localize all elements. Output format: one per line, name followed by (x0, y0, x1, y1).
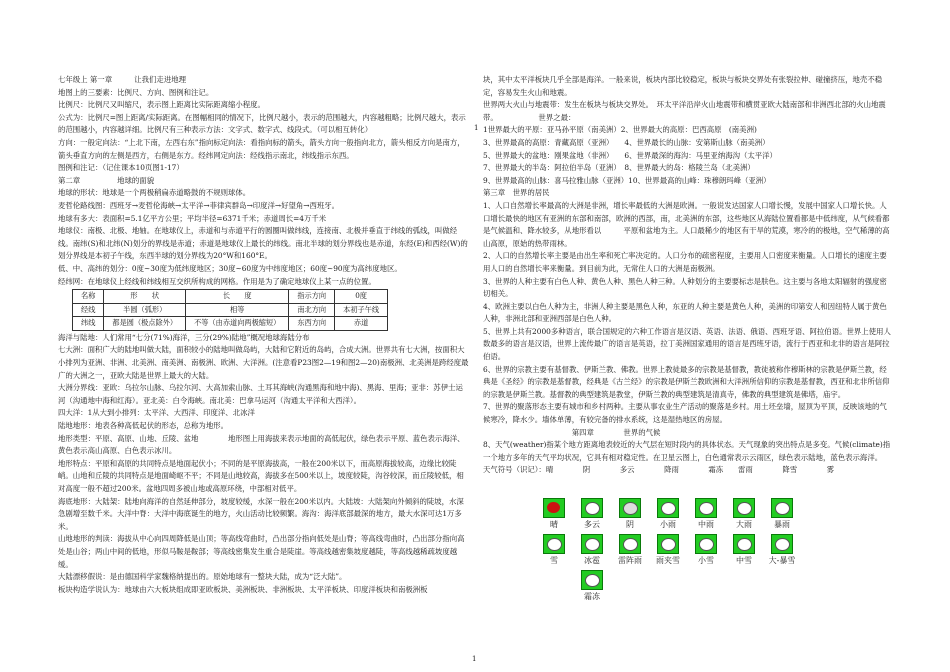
table-cell: 南北方向 (289, 303, 335, 317)
frost-icon (581, 570, 603, 590)
paragraph: 经纬网：在地球仪上经线和纬线相互交织所构成的网格。作用是为了确定地球仪上某一点的位置。 (58, 276, 376, 286)
weather-symbol (573, 498, 611, 530)
light-rain-icon (657, 498, 679, 518)
paragraph: 山地地形的判读：海拔从中心向四周降低是山顶；等高线弯曲时，凸出部分指向低处是山脊；等高线弯曲时，凸出部分指向高处是山谷；两山中间的低地，形似马鞍是鞍部；等高线密集发生重合是陡崖。等高线越密集坡度越陡，等高线越稀疏坡度越缓。 (58, 534, 465, 569)
paragraph: 4、欧洲主要以白色人种为主，非洲人种主要是黑色人种，东亚的人种主要是黄色人种，美洲的印第安人和因纽特人属于黄色人种，非洲北部和亚洲西部是白色人种。 (483, 301, 887, 324)
weather-symbol (611, 498, 649, 530)
weather-label: 晴 (550, 520, 558, 529)
rainstorm-icon (771, 498, 793, 518)
weather-label: 冰雹 (584, 556, 600, 565)
paragraph: 3、世界的人种主要有白色人种、黄色人种、黑色人种三种。人种划分的主要要标志是肤色。这主要与各地太阳辐射的强度密切相关。 (483, 276, 887, 299)
left-column (58, 74, 470, 596)
paragraph: 海洋与陆地：人们常用“七分(71%)海洋，三分(29%)陆地”概况地球海陆分布 (58, 332, 310, 342)
chapter-heading: 第三章 世界的居民 (483, 188, 550, 198)
paragraph: 麦哲伦路线图：西班牙→麦哲伦海峡→太平洋→菲律宾群岛→印度洋→好望角→西班牙。 (58, 200, 340, 210)
paragraph: 板块构造学说认为：地球由六大板块组成即亚欧板块、美洲板块、非洲板块、太平洋板块、印度洋板块和南极洲板 (58, 584, 428, 594)
paragraph: 低、中、高纬的划分：0度~30度为低纬度地区；30度~60度为中纬度地区；60度~90度为高纬度地区。 (58, 263, 402, 273)
paragraph: 图例和注记：（记住课本10页图1-17） (58, 163, 184, 173)
paragraph: 七大洲：面积广大的陆地叫做大陆，面积较小的陆地叫做岛屿，大陆和它附近的岛屿，合成大洲。世界共有七大洲，按面积大小排列为亚洲、非洲、北美洲、南美洲、南极洲、欧洲、大洋洲。(注意看P23图2—19和图2—20)南极洲、北美洲是跨经度最广的大洲之一，亚欧大陆是世界上最大的大陆。 (58, 345, 469, 380)
weather-label: 阴 (626, 520, 634, 529)
sleet-icon (657, 534, 679, 554)
chapter-heading: 七年级上 第一章 让我们走进地理 (58, 75, 186, 84)
list-item: 5、世界最大的盆地：刚果盆地（非洲） 6、世界最深的海沟：马里亚纳海沟（太平洋） (483, 150, 777, 160)
weather-symbol (649, 498, 687, 530)
paragraph: 公式为：比例尺=图上距离/实际距离。在图幅相同的情况下，比例尺越小，表示的范围越大，内容越粗略；比例尺越大，表示的范围越小，内容越详细。比例尺有三种表示方法：文字式、数字式、线段式。（可以相互转化） (58, 112, 466, 135)
weather-row (535, 570, 875, 602)
moderate-rain-icon (695, 498, 717, 518)
table-cell: 经线 (73, 303, 104, 317)
paragraph: 8、天气(weather)指某个地方距离地表较近的大气层在短时段内的具体状态。天气现象的突出特点是多变。气候(climate)指一个地方多年的天气平均状况，它具有相对稳定性。在卫星云图上，白色通常表示云雨区，绿色表示陆地，蓝色表示海洋。 (483, 440, 891, 462)
weather-label: 大雨 (736, 520, 752, 529)
weather-label: 大-暴雪 (768, 556, 796, 565)
hail-icon (581, 534, 603, 554)
light-snow-icon (695, 534, 717, 554)
list-item: 3、世界最高的高原：青藏高原（亚洲） 4、世界最长的山脉：安第斯山脉（南美洲） (483, 137, 770, 147)
weather-label: 霜冻 (584, 592, 600, 601)
table-cell: 都是圆（极点除外） (104, 317, 186, 331)
weather-label: 暴雨 (774, 520, 790, 529)
latitude-longitude-table (72, 289, 388, 331)
weather-row (535, 534, 875, 566)
paragraph: 地形类型：平原、高原、山地、丘陵、盆地 地形图上用海拔来表示地面的高低起伏，绿色表示平原、蓝色表示海洋、黄色表示高山高原、白色表示冰川。 (58, 433, 465, 456)
snow-icon (543, 534, 565, 554)
weather-label: 雷阵雨 (618, 556, 642, 565)
page-number-bottom: 1 (472, 655, 477, 663)
paragraph: 地图上的三要素：比例尺、方向、图例和注记。 (58, 87, 214, 97)
weather-symbol (687, 498, 725, 530)
weather-symbols-caption: 天气符号（识记）：晴 阴 多云 降雨 霜冻 雷雨 降雪 雾 (483, 465, 835, 475)
table-header-row (73, 290, 388, 304)
right-column (483, 74, 893, 477)
weather-symbol (763, 534, 801, 566)
partly-cloudy-icon (581, 498, 603, 518)
paragraph: 地球有多大：表面积=5.1亿平方公里；平均半径=6371千米；赤道周长=4万千米 (58, 213, 327, 223)
paragraph: 世界两大火山与地震带：发生在板块与板块交界处。 环太平洋沿岸火山地震带和横贯亚欧大陆南部和非洲西北部的火山地震带。 世界之最： (483, 100, 886, 122)
list-item: 1世界最大的平原：亚马孙平原（南美洲）2、世界最大的高原：巴西高原 (南美洲) (483, 125, 757, 135)
paragraph: 2、人口的自然增长率主要是由出生率和死亡率决定的。人口分布的疏密程度，主要用人口密度来衡量。人口增长的速度主要用人口的自然增长率来衡量。到目前为此，无常住人口的大洲是南极洲。 (483, 251, 887, 273)
weather-label: 中雪 (736, 556, 752, 565)
table-cell: 纬线 (73, 317, 104, 331)
table-cell: 相等 (186, 303, 289, 317)
weather-label: 小雪 (698, 556, 714, 565)
sun-icon (543, 498, 565, 518)
paragraph: 6、世界的宗教主要有基督教、伊斯兰教、佛教。世界上教徒最多的宗教是基督教，教徒被称作穆斯林的宗教是伊斯兰教，经典是《圣经》的宗教是基督教，经典是《古兰经》的宗教是伊斯兰教欧洲和大洋洲所信仰的宗教是基督教，西亚和北非所信仰的宗教是伊斯兰教。基督教的典型建筑是教堂，伊斯兰教的典型建筑是清真寺，佛教的典型建筑是佛塔，庙宇。 (483, 364, 890, 399)
weather-symbol (535, 534, 573, 566)
weather-label: 小雨 (660, 520, 676, 529)
weather-symbol (573, 570, 611, 602)
table-cell: 不等（由赤道向两极缩短） (186, 317, 289, 331)
weather-symbol (725, 498, 763, 530)
heavy-snow-icon (771, 534, 793, 554)
weather-symbol (725, 534, 763, 566)
weather-label: 多云 (584, 520, 600, 529)
paragraph: 比例尺：比例尺又叫缩尺，表示图上距离比实际距离缩小程度。 (58, 100, 265, 110)
weather-symbol (573, 534, 611, 566)
moderate-snow-icon (733, 534, 755, 554)
table-header-cell: 指示方向 (289, 290, 335, 304)
table-cell: 赤道 (335, 317, 388, 331)
overcast-icon (619, 498, 641, 518)
weather-symbol-grid (535, 498, 875, 606)
table-row (73, 317, 388, 331)
weather-label: 中雨 (698, 520, 714, 529)
paragraph: 1、人口自然增长率最高的大洲是非洲，增长率最低的大洲是欧洲。一般说发达国家人口增长慢，发展中国家人口增长快。人口增长最快的地区有亚洲的东部和南部，欧洲的西部，南，北美洲的东部，这些地区从海陆位置看都是中低纬度，从气候看都是气候温和、降水较多，从地形看以 平原和盆地为主。人口最稀少的地区有干旱的荒漠，寒冷的的极地，空气稀薄的高山高原，原始的热带雨林。 (483, 200, 890, 248)
paragraph: 四大洋：1从大到小排列：太平洋、大西洋、印度洋、北冰洋 (58, 408, 255, 418)
paragraph: 大陆漂移假说：是由德国科学家魏格纳提出的。原始地球有一整块大陆，成为“泛大陆”。 (58, 572, 347, 582)
weather-symbol (611, 534, 649, 566)
weather-row (535, 498, 875, 530)
paragraph: 地球的形状：地球是一个两极稍扁赤道略鼓的不规则球体。 (58, 188, 251, 198)
paragraph: 7、世界的聚落形态主要有城市和乡村两种。主要从事农业生产活动的聚落是乡村。用土坯垒墙，屋顶为平顶，反映该地的气候寒冷，降水少。墙体单薄，有较完备的排水系统，这是湿热地区的房屋。 (483, 402, 887, 425)
paragraph: 海底地形：大陆架：陆地向海洋的自然延伸部分，坡度较缓，水深一般在200米以内。大陆坡：大陆架向外倾斜的陡坡，水深急剧增至数千米。大洋中脊：大洋中海底诞生的地方，火山活动比较频繁。海沟：海洋底部最深的地方，最大水深可达1万多米。 (58, 496, 464, 531)
paragraph: 方向：一般定向法：“上北下南，左西右东”指向标定向法：看指向标的箭头，箭头方向一般指向北方，箭头相反方向是南方，箭头垂直方向的左侧是西方，右侧是东方。经纬网定向法：经线指示南北，纬线指示东西。 (58, 137, 465, 160)
table-cell: 半圆（弧形） (104, 303, 186, 317)
chapter-heading: 第四章 世界的气候 (483, 427, 661, 437)
thunderstorm-icon (619, 534, 641, 554)
table-cell: 东西方向 (289, 317, 335, 331)
weather-symbol (649, 534, 687, 566)
list-item: 9、世界最高的山脉：喜马拉雅山脉（亚洲）10、世界最高的山峰：珠穆朗玛峰（亚洲） (483, 175, 771, 185)
table-header-cell: 名称 (73, 290, 104, 304)
table-cell: 本初子午线 (335, 303, 388, 317)
paragraph: 5、世界上共有2000多种语言，联合国规定的六种工作语言是汉语、英语、法语、俄语、西班牙语、阿拉伯语。世界上使用人数最多的语言是汉语，世界上流传最广的语言是英语，拉丁美洲国家通用的语言是西班牙语，流行于西亚和北非的语言是阿拉伯语。 (483, 326, 891, 362)
chapter-heading: 第二章 地球的面貌 (58, 175, 155, 185)
list-item: 7、世界最大的半岛：阿拉伯半岛（亚洲） 8、世界最大的岛：格陵兰岛（北美洲） (483, 163, 755, 173)
paragraph: 块，其中太平洋板块几乎全部是海洋。一般来说，板块内部比较稳定，板块与板块交界处有张裂拉伸、碰撞挤压，地壳不稳定，容易发生火山和地震。 (483, 75, 883, 97)
table-header-cell: 0度 (335, 290, 388, 304)
weather-label: 雨夹雪 (656, 556, 680, 565)
weather-symbol (687, 534, 725, 566)
table-header-cell: 形 状 (104, 290, 186, 304)
paragraph: 地形特点：平原和高原的共同特点是地面起伏小；不同的是平原海拔高，一般在200米以下，而高原海拔较高，边缘比较陡峭。山地和丘陵的共同特点是地面崎岖不平；不同是山地较高，海拔多在500米以上，坡度较陡，沟谷较深，而丘陵较低，相对高度一般不超过200米。盆地四周多被山地或高原环绕，中部相对低平。 (58, 458, 464, 493)
weather-symbol (763, 498, 801, 530)
paragraph: 大洲分界线：亚欧：乌拉尔山脉、乌拉尔河、大高加索山脉、土耳其海峡(沟通黑海和地中海)、黑海、里海；亚非：苏伊士运河（沟通地中海和红海）。亚北美：白令海峡。南北美：巴拿马运河（沟通太平洋和大西洋）。 (58, 383, 463, 405)
heavy-rain-icon (733, 498, 755, 518)
table-header-cell: 长 度 (186, 290, 289, 304)
paragraph: 陆地地形：地表各种高低起伏的形态，总称为地形。 (58, 421, 228, 431)
paragraph: 地球仪：南极、北极、地轴。在地球仪上，赤道和与赤道平行的圆圈叫做纬线，连接南、北极并垂直于纬线的弧线，叫做经线。南纬(S)和北纬(N)划分的界线是赤道；赤道是地球仪上最长的纬线。南北半球的划分界线也是赤道，东经(E)和西经(W)的划分界线是本初子午线，东西半球的划分界线为20°W和160°E。 (58, 226, 468, 261)
weather-label: 雪 (550, 556, 558, 565)
table-row (73, 303, 388, 317)
weather-symbol (535, 498, 573, 530)
page-number-mid: 1 (474, 124, 479, 132)
